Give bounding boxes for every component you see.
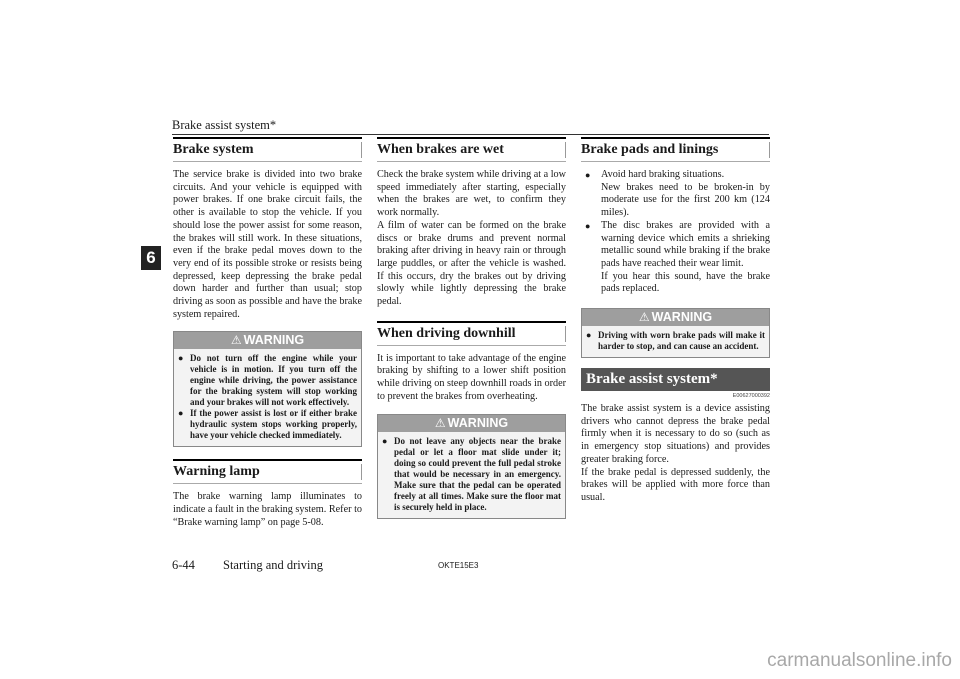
column-middle	[377, 137, 566, 529]
watermark: carmanualsonline.info	[767, 650, 952, 671]
warning-lamp-text: The brake warning lamp illuminates to indicate a fault in the braking system. Refer to “Brake warning lamp” on page 5-08.	[173, 491, 362, 528]
warning-title	[378, 415, 565, 432]
list-item-main: Avoid hard braking situations.	[601, 169, 725, 180]
brakes-wet-text-1: Check the brake system while driving at a low speed immediately after starting, especially when the brakes are wet, to confirm they work normally.	[377, 169, 566, 219]
downhill-text: It is important to take advantage of the engine braking by shifting to a lower shift position while driving on steep downhill roads in order to prevent the brakes from overheating.	[377, 352, 566, 402]
doc-code: OKTE15E3	[438, 561, 479, 570]
warning-item-text: Do not turn off the engine while your vehicle is in motion. If you turn off the engine while driving, the power assistance for the braking system will stop working and your brakes will not work effectively.	[190, 353, 357, 408]
warning-item-text: If the power assist is lost or if either brake hydraulic system stops working properly, have your vehicle checked immediately.	[190, 408, 357, 441]
warning-triangle-icon: ⚠	[638, 310, 650, 325]
header-rule	[172, 134, 769, 135]
list-item-main: The disc brakes are provided with a warning device which emits a shrieking metallic sound while braking if the brake pads have reached their wear limit.	[601, 219, 770, 269]
bullet-dot-icon: ●	[585, 220, 591, 231]
warning-title-text: WARNING	[447, 415, 509, 430]
warning-item	[586, 330, 765, 352]
warning-box	[581, 308, 770, 358]
bullet-dot-icon: ●	[382, 435, 388, 446]
warning-item	[178, 408, 357, 441]
list-item-sub: If you hear this sound, have the brake pads replaced.	[601, 270, 770, 295]
section-heading-brake-pads: Brake pads and linings	[581, 137, 770, 162]
page-number: 6-44	[172, 558, 195, 572]
section-heading-warning-lamp: Warning lamp	[173, 459, 362, 484]
warning-item-text: Do not leave any objects near the brake pedal or let a floor mat slide under it; doing so could prevent the full pedal stroke that would be necessary in an emergency. Make sure that the pedal can be operated freely at all times. Make sure the floor mat is securely held in place.	[394, 435, 561, 512]
section-heading-brake-system: Brake system	[173, 137, 362, 162]
bullet-dot-icon: ●	[586, 330, 592, 341]
brake-assist-text-1: The brake assist system is a device assisting drivers who cannot depress the brake pedal firmly when it is necessary to do so (such as in emergency stop situations) and provides greater braking force.	[581, 403, 770, 465]
list-item-sub: New brakes need to be broken-in by moderate use for the first 200 km (124 miles).	[601, 181, 770, 219]
list-item	[581, 169, 770, 220]
warning-box	[377, 414, 566, 519]
bullet-dot-icon: ●	[178, 353, 184, 364]
warning-item-text: Driving with worn brake pads will make it harder to stop, and can cause an accident.	[598, 330, 765, 352]
chapter-name: Starting and driving	[223, 558, 323, 572]
warning-title-text: WARNING	[243, 333, 305, 348]
column-right	[581, 137, 770, 511]
list-item	[581, 220, 770, 296]
chapter-tab: 6	[141, 246, 161, 270]
bullet-dot-icon: ●	[585, 170, 591, 180]
brake-system-text: The service brake is divided into two brake circuits. And your vehicle is equipped with power brakes. If one brake circuit fails, the other is available to stop the vehicle. If you should lose the power assist for some reason, the brakes will still work. In these situations, even if the brake pedal moves down to the very end of its possible stroke or resists being depressed, keep depressing the brake pedal down harder and further than usual; stop driving as soon as possible and have the brake system repaired.	[173, 169, 362, 320]
warning-triangle-icon: ⚠	[434, 415, 446, 430]
warning-title	[174, 332, 361, 349]
brake-pads-list	[581, 169, 770, 296]
section-heading-brakes-wet: When brakes are wet	[377, 137, 566, 162]
warning-title	[582, 309, 769, 326]
brake-assist-text-2: If the brake pedal is depressed suddenly, the brakes will be applied with more force than usual.	[581, 466, 770, 503]
warning-triangle-icon: ⚠	[230, 333, 242, 348]
warning-item	[178, 353, 357, 408]
brakes-wet-text-2: A film of water can be formed on the brake discs or brake drums and prevent normal braking after driving in heavy rain or through large puddles, or after the vehicle is washed. If this occurs, dry the brakes out by driving slowly while lightly depressing the brake pedal.	[377, 219, 566, 308]
section-heading-downhill: When driving downhill	[377, 321, 566, 346]
warning-title-text: WARNING	[651, 310, 713, 325]
warning-item	[382, 436, 561, 513]
running-head: Brake assist system*	[172, 118, 277, 132]
section-heading-brake-assist: Brake assist system*	[581, 368, 770, 391]
column-left	[173, 137, 362, 536]
document-code: E00627000392	[732, 393, 770, 400]
warning-box	[173, 331, 362, 447]
bullet-dot-icon: ●	[178, 408, 184, 419]
